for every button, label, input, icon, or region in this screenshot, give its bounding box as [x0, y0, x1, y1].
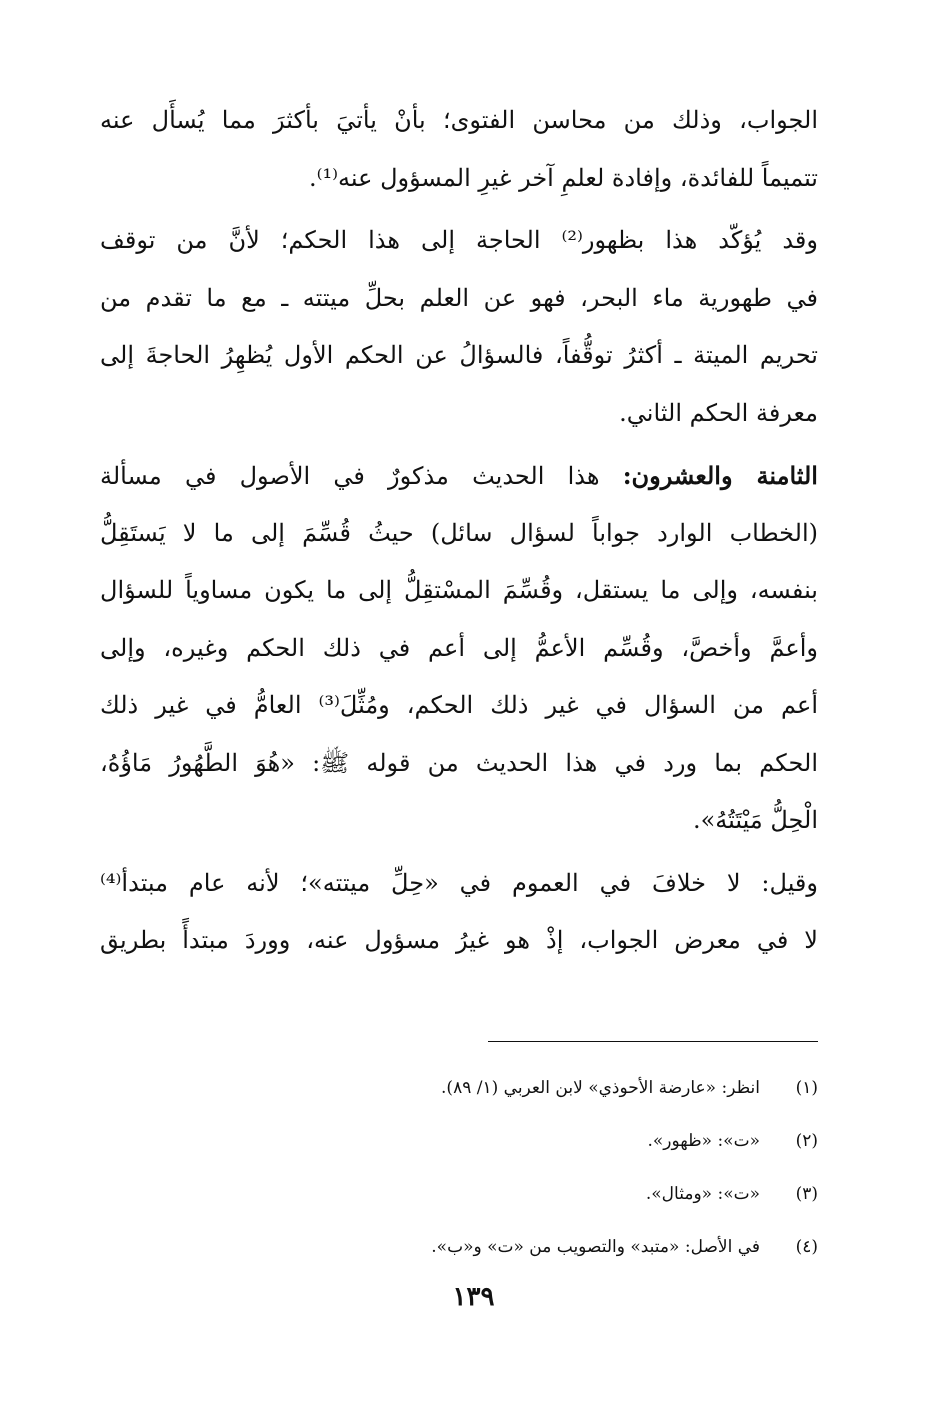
section-heading: الثامنة والعشرون: [622, 461, 818, 490]
footnote [100, 1062, 818, 1115]
text-line: تتميماً للفائدة، وإفادة لعلمِ آخر غيرِ المسؤول عنه⁽¹⁾. [308, 163, 818, 192]
text-line: وقد يُؤكّد هذا بظهور⁽²⁾ الحاجة إلى هذا الحكم؛ لأنَّ من توقف [100, 226, 818, 254]
footnote-text: «ت»: «ومثال». [645, 1184, 760, 1204]
footnote-text: انظر: «عارضة الأحوذي» لابن العربي (١/ ٨٩). [441, 1078, 760, 1098]
text-line: لا في معرض الجواب، إذْ هو غيرُ مسؤول عنه، ووردَ مبتدأً بطريق [100, 926, 818, 954]
text-line: في طهورية ماء البحر، فهو عن العلم بحلِّ ميتته ـ مع ما تقدم من [100, 283, 818, 312]
text-line: بنفسه، وإلى ما يستقل، وقُسِّمَ المسْتقِلُّ إلى ما يكون مساوياً للسؤال [100, 576, 818, 604]
footnotes [100, 1062, 818, 1274]
footnote [100, 1168, 818, 1221]
footnote-number: (٢) [795, 1131, 818, 1151]
footnote-divider [488, 1041, 818, 1042]
text-line: وقيل: لا خلافَ في العموم في «حِلِّ ميتته»؛ لأنه عام مبتدأ⁽⁴⁾ [100, 868, 818, 897]
text-line: معرفة الحكم الثاني. [619, 398, 818, 427]
footnote [100, 1115, 818, 1168]
text-line [100, 447, 818, 505]
footnote-text: في الأصل: «متبد» والتصويب من «ت» و«ب». [431, 1237, 760, 1257]
footnote-number: (١) [795, 1078, 818, 1098]
footnote [100, 1221, 818, 1274]
text-line: تحريم الميتة ـ أكثرُ توقُّفاً، فالسؤالُ عن الحكم الأول يُظهِرُ الحاجةَ إلى [100, 341, 818, 369]
text-fragment: هذا الحديث مذكورٌ في الأصول في مسألة [100, 462, 600, 490]
text-line: الجواب، وذلك من محاسن الفتوى؛ بأنْ يأتيَ بأكثرَ مما يُسأَل عنه [100, 106, 818, 134]
footnote-text: «ت»: «ظهور». [647, 1131, 760, 1151]
text-line: الْحِلُّ مَيْتَتُهُ». [692, 806, 818, 834]
main-text [100, 92, 818, 970]
text-line: وأعمَّ وأخصَّ، وقُسِّم الأعمُّ إلى أعم في ذلك الحكم وغيره، وإلى [100, 633, 818, 662]
text-line: أعم من السؤال في غير ذلك الحكم، ومُثِّلَ⁽³⁾ العامُّ في غير ذلك [100, 691, 818, 719]
text-line: الحكم بما ورد في هذا الحديث من قوله ﷺ: «هُوَ الطَّهُورُ مَاؤُهُ، [100, 748, 818, 777]
page-number: ١٣٩ [452, 1282, 495, 1312]
footnote-number: (٣) [795, 1184, 818, 1204]
footnote-number: (٤) [795, 1237, 818, 1257]
text-line: (الخطاب الوارد جواباً لسؤال سائل) حيثُ قُسِّمَ إلى ما لا يَستَقِلُّ [100, 518, 818, 547]
